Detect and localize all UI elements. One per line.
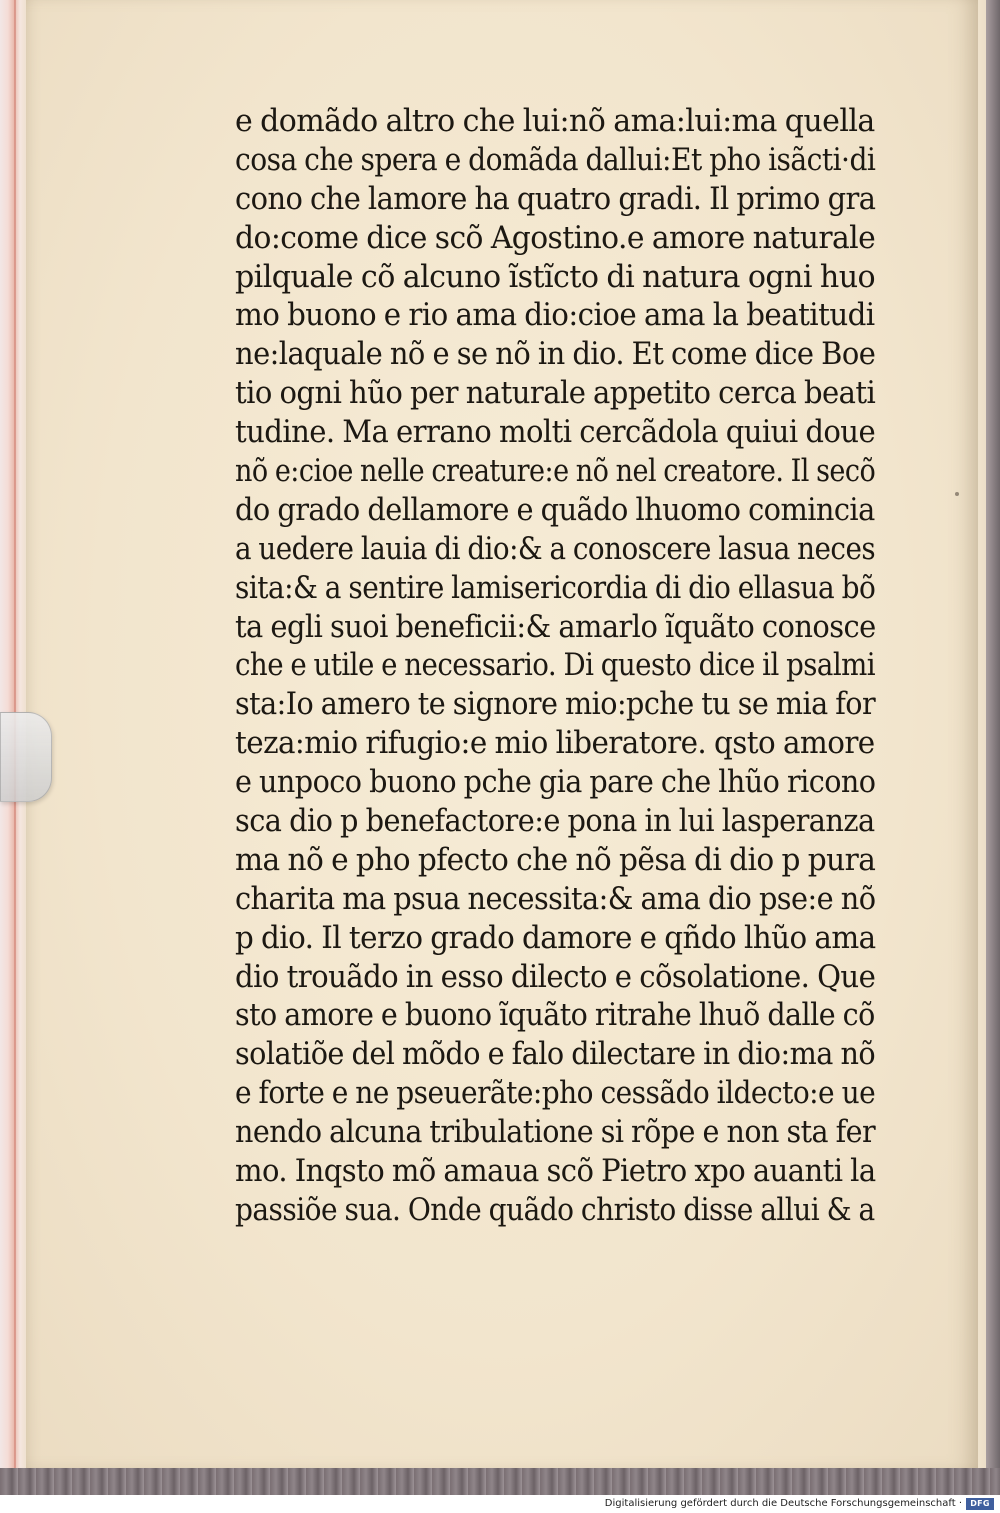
text-line: do grado dellamore e quãdo lhuomo comincia xyxy=(235,491,875,528)
text-line: ne:laquale nõ e se nõ in dio. Et come dice Boe xyxy=(235,336,876,373)
text-line: tio ogni hũo per naturale appetito cerca beati xyxy=(235,375,876,412)
text-line: mo. Inqsto mõ amaua scõ Pietro xpo auanti la xyxy=(235,1153,876,1190)
text-line: cono che lamore ha quatro gradi. Il primo gra xyxy=(235,180,876,217)
text-line: dio trouãdo in esso dilecto e cõsolatione. Que xyxy=(235,958,876,995)
scan-background-right xyxy=(986,0,1000,1495)
text-line: p dio. Il terzo grado damore e qñdo lhũo ama xyxy=(235,919,876,956)
text-line: nendo alcuna tribulatione si rõpe e non sta fer xyxy=(235,1114,876,1151)
text-line: solatiõe del mõdo e falo dilectare in dio:ma nõ xyxy=(235,1036,876,1073)
text-line: mo buono e rio ama dio:cioe ama la beatitudi xyxy=(235,297,875,334)
page-text xyxy=(235,102,875,1230)
footer-credit: Digitalisierung gefördert durch die Deutsche Forschungsgemeinschaft · xyxy=(604,1498,962,1509)
text-line: charita ma psua necessita:& ama dio pse:e nõ xyxy=(235,880,876,917)
text-line: pilquale cõ alcuno ĩstĩcto di natura ogni huo xyxy=(235,258,876,295)
text-line: a uedere lauia di dio:& a conoscere lasua neces xyxy=(235,530,876,567)
text-line: e unpoco buono pche gia pare che lhũo ricono xyxy=(235,764,876,801)
text-line: che e utile e necessario. Di questo dice il psalmi xyxy=(235,647,876,684)
text-line: do:come dice scõ Agostino.e amore naturale xyxy=(235,219,876,256)
text-line: teza:mio rifugio:e mio liberatore. qsto amore xyxy=(235,725,875,762)
dfg-logo: DFG xyxy=(966,1498,994,1510)
text-line: sto amore e buono ĩquãto ritrahe lhuõ dalle cõ xyxy=(235,997,875,1034)
text-line: passiõe sua. Onde quãdo christo disse allui & a xyxy=(235,1191,875,1228)
text-line: ta egli suoi beneficii:& amarlo ĩquãto conosce xyxy=(235,608,876,645)
text-line: e domãdo altro che lui:nõ ama:lui:ma quella xyxy=(235,103,875,139)
margin-mark xyxy=(955,492,959,496)
scan-background-bottom xyxy=(0,1468,1000,1495)
footer-bar xyxy=(0,1495,1000,1513)
text-line: tudine. Ma errano molti cercãdola quiui doue xyxy=(235,414,876,451)
text-line: ma nõ e pho pfecto che nõ pẽsa di dio p pura xyxy=(235,841,876,878)
text-line: sita:& a sentire lamisericordia di dio ellasua bõ xyxy=(235,569,876,606)
text-line: sta:Io amero te signore mio:pche tu se mia for xyxy=(235,686,876,723)
text-line: nõ e:cioe nelle creature:e nõ nel creatore. Il secõ xyxy=(235,453,876,490)
text-line: cosa che spera e domãda dallui:Et pho isãcti·di xyxy=(235,141,876,178)
bookmark-tab xyxy=(0,712,52,802)
text-line: e forte e ne pseuerãte:pho cessãdo ildecto:e ue xyxy=(235,1075,876,1112)
text-line: sca dio p benefactore:e pona in lui lasperanza xyxy=(235,803,875,840)
